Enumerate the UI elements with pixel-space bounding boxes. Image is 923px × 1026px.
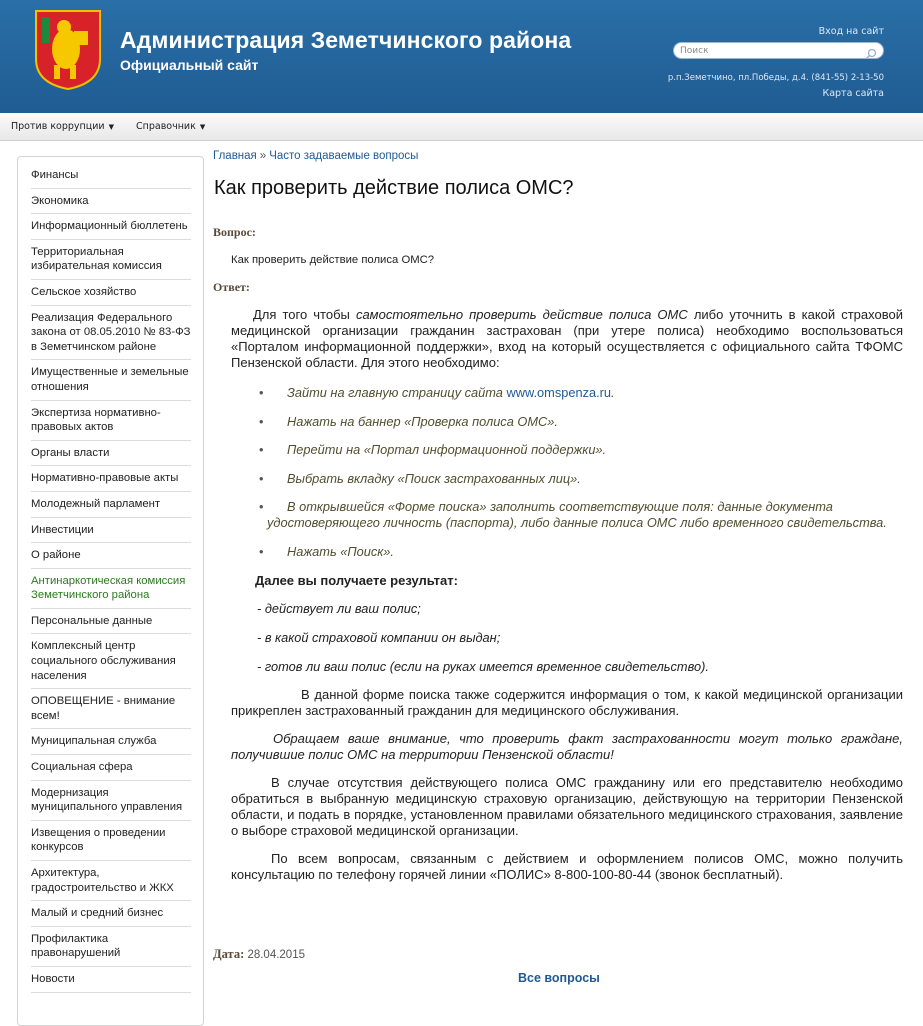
step-item — [253, 471, 903, 487]
date-line — [213, 947, 305, 962]
intro-start: Для того чтобы — [253, 307, 356, 322]
result-item-3: - готов ли ваш полис (если на руках имеется временное свидетельство). — [257, 658, 709, 674]
omspenza-link[interactable]: www.omspenza.ru — [506, 385, 612, 400]
sidebar-item-personal-data[interactable]: Персональные данные — [31, 609, 191, 635]
sidebar-item-about[interactable]: О районе — [31, 543, 191, 569]
site-header — [0, 0, 923, 113]
sidebar-item-expertise[interactable]: Экспертиза нормативно-правовых актов — [31, 401, 191, 441]
sidebar-item-economy[interactable]: Экономика — [31, 189, 191, 215]
breadcrumb-home[interactable]: Главная — [213, 150, 257, 162]
sidebar-item-business[interactable]: Малый и средний бизнес — [31, 901, 191, 927]
sidebar-item-election-commission[interactable]: Территориальная избирательная комиссия — [31, 240, 191, 280]
para-attention: Обращаем ваше внимание, что проверить факт застрахованности могут только граждане, получившие полис ОМС на территории Пензенской области! — [231, 730, 903, 762]
answer-intro — [231, 307, 903, 371]
step1-text: Зайти на главную страницу сайта — [287, 385, 507, 400]
caret-down-icon: ▼ — [199, 123, 206, 131]
top-navigation — [0, 113, 923, 141]
contact-address: р.п.Земетчино, пл.Победы, д.4. (841-55) 2-13-50 — [667, 73, 884, 83]
sitemap-link[interactable]: Карта сайта — [822, 88, 884, 99]
bullet-icon: • — [259, 543, 264, 559]
step-item — [253, 385, 903, 401]
sidebar-item-contests[interactable]: Извещения о проведении конкурсов — [31, 821, 191, 861]
step1-end: . — [611, 385, 615, 400]
sidebar-item-antidrug[interactable]: Антинаркотическая комиссия Земетчинского района — [31, 569, 191, 609]
para-hotline: По всем вопросам, связанным с действием и оформлением полисов ОМС, можно получить консультацию по телефону горячей линии «ПОЛИС» 8-800-100-80-44 (звонок бесплатный). — [231, 850, 903, 882]
coat-of-arms-logo[interactable] — [34, 9, 102, 91]
steps-list — [253, 385, 903, 560]
nav-anticorruption[interactable] — [11, 121, 114, 132]
sidebar-item-finance[interactable]: Финансы — [31, 163, 191, 189]
nav-reference[interactable] — [136, 121, 205, 132]
date-value: 28.04.2015 — [247, 949, 305, 961]
search-input[interactable] — [680, 44, 860, 57]
result-item-1: - действует ли ваш полис; — [257, 601, 421, 617]
breadcrumb-current[interactable]: Часто задаваемые вопросы — [269, 150, 419, 162]
sidebar-item-modernization[interactable]: Модернизация муниципального управления — [31, 781, 191, 821]
site-title[interactable]: Администрация Земетчинского района — [120, 27, 572, 53]
breadcrumb-separator: » — [259, 150, 267, 162]
sidebar-item-architecture[interactable]: Архитектура, градостроительство и ЖКХ — [31, 861, 191, 901]
question-label: Вопрос: — [213, 225, 256, 239]
sidebar-item-agriculture[interactable]: Сельское хозяйство — [31, 280, 191, 306]
step6-text: Нажать «Поиск». — [287, 543, 394, 559]
search-box — [673, 42, 884, 59]
step-item — [253, 414, 903, 430]
sidebar-item-investments[interactable]: Инвестиции — [31, 518, 191, 544]
page-title: Как проверить действие полиса ОМС? — [214, 177, 574, 199]
step4-text: Выбрать вкладку «Поиск застрахованных лиц». — [287, 470, 581, 486]
result-item-2: - в какой страховой компании он выдан; — [257, 630, 501, 646]
intro-emphasis: самостоятельно проверить действие полиса ОМС — [355, 307, 688, 322]
para-no-policy: В случае отсутствия действующего полиса ОМС гражданину или его представителю необходимо обратиться в выбранную медицинскую страховую организацию, действующую на территории Пензенской области, и подать в порядке, установленном правилами обязательного медицинского страхования, заявление о выборе страховой медицинской организации. — [231, 774, 903, 838]
sidebar — [17, 156, 204, 1026]
sidebar-item-bulletin[interactable]: Информационный бюллетень — [31, 214, 191, 240]
login-link[interactable]: Вход на сайт — [818, 26, 884, 37]
step3-text: Перейти на «Портал информационной поддержки». — [287, 442, 607, 458]
sidebar-item-legal-acts[interactable]: Нормативно-правовые акты — [31, 466, 191, 492]
sidebar-item-social-sphere[interactable]: Социальная сфера — [31, 755, 191, 781]
bullet-icon: • — [259, 499, 264, 515]
para-search-form: В данной форме поиска также содержится информация о том, к какой медицинской организации прикреплен застрахованный гражданин для медицинского обслуживания. — [231, 686, 903, 718]
main-content — [213, 150, 905, 985]
answer-body — [231, 307, 903, 883]
step5-text: В открывшейся «Форме поиска» заполнить соответствующие поля: данные документа удостоверяющего личность (паспорта), либо данные полиса ОМС либо временного свидетельства. — [267, 499, 887, 531]
sidebar-item-social-center[interactable]: Комплексный центр социального обслуживания населения — [31, 634, 191, 689]
intro-rest: либо уточнить в какой страховой медицинской организации гражданин застрахован (при утере полиса) необходимо воспользоваться «Порталом информационной поддержки», вход на который осуществляется с официального сайта ТФОМС Пензенской области. Для этого необходимо: — [231, 307, 903, 370]
step2-text: Нажать на баннер «Проверка полиса ОМС». — [287, 413, 558, 429]
step-item — [253, 442, 903, 458]
date-label: Дата: — [213, 947, 245, 961]
sidebar-item-authorities[interactable]: Органы власти — [31, 441, 191, 467]
bullet-icon: • — [259, 442, 264, 458]
sidebar-item-prevention[interactable]: Профилактика правонарушений — [31, 927, 191, 967]
sidebar-item-youth-parliament[interactable]: Молодежный парламент — [31, 492, 191, 518]
step-item — [253, 499, 903, 531]
sidebar-item-municipal-service[interactable]: Муниципальная служба — [31, 729, 191, 755]
site-subtitle: Официальный сайт — [120, 57, 259, 73]
all-questions-link[interactable]: Все вопросы — [518, 971, 600, 985]
sidebar-item-property[interactable]: Имущественные и земельные отношения — [31, 360, 191, 400]
sidebar-item-federal-law[interactable]: Реализация Федерального закона от 08.05.2010 № 83-ФЗ в Земетчинском районе — [31, 306, 191, 361]
result-heading: Далее вы получаете результат: — [255, 572, 458, 588]
sidebar-menu — [18, 157, 203, 993]
bullet-icon: • — [259, 413, 264, 429]
nav-reference-label: Справочник — [136, 121, 196, 132]
bullet-icon: • — [259, 385, 264, 400]
search-icon[interactable] — [865, 45, 877, 57]
question-text: Как проверить действие полиса ОМС? — [231, 254, 435, 266]
sidebar-item-alert[interactable]: ОПОВЕЩЕНИЕ - внимание всем! — [31, 689, 191, 729]
bullet-icon: • — [259, 470, 264, 486]
step-item — [253, 544, 903, 560]
caret-down-icon: ▼ — [108, 123, 114, 131]
nav-anticorruption-label: Против коррупции — [11, 121, 105, 132]
sidebar-item-news[interactable]: Новости — [31, 967, 191, 993]
answer-label: Ответ: — [213, 280, 250, 294]
breadcrumb — [213, 150, 905, 162]
